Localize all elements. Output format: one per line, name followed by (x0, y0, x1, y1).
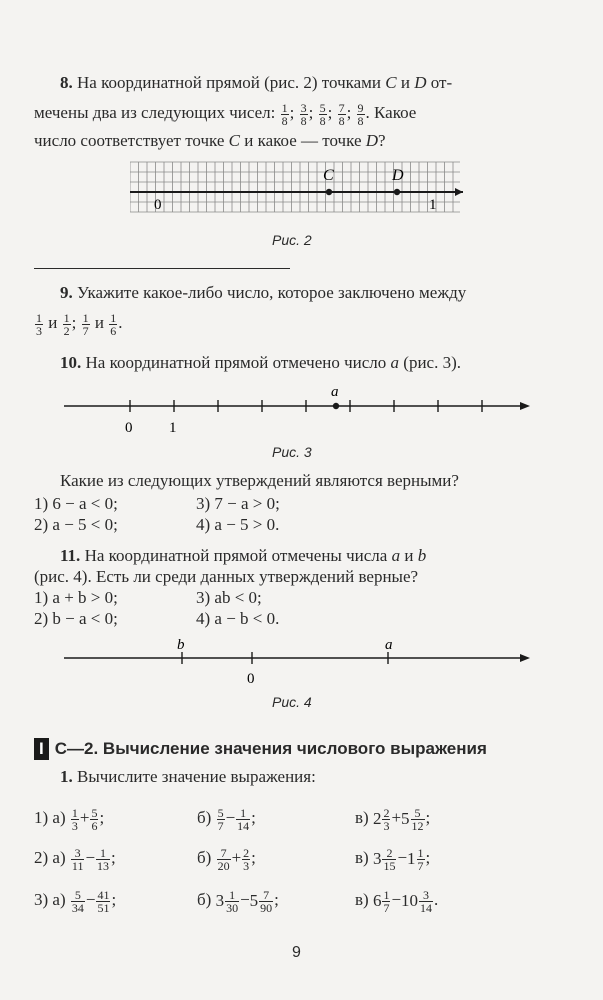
task1-row-2-c (355, 843, 430, 874)
col-c-label: в) (355, 890, 369, 909)
label-d: D (392, 167, 404, 184)
task11-text: На координатной прямой отмечены числа (84, 546, 388, 565)
frac-num: 1 (417, 845, 424, 860)
frac-num: 2 (383, 805, 390, 820)
op: − (240, 890, 250, 909)
frac-den: 8 (281, 113, 288, 128)
whole: 5 (401, 809, 410, 829)
fraction (411, 807, 425, 832)
frac-den: 34 (71, 900, 84, 915)
task1-row-3-c (355, 885, 438, 916)
end: ; (111, 848, 116, 867)
frac-den: 30 (226, 900, 239, 915)
frac-num: 1 (236, 807, 250, 820)
tick-0: 0 (125, 420, 133, 436)
task8-point-c: C (385, 73, 397, 92)
task8-text-3a: число соответствует точке (34, 131, 225, 150)
fraction (242, 847, 250, 872)
task1-line (60, 766, 316, 788)
frac-num: 1 (281, 100, 288, 115)
task9-fraction-1-2 (63, 312, 71, 337)
task9-fraction-1-3 (35, 312, 43, 337)
frac-num: 3 (300, 100, 307, 115)
task11-line1 (60, 545, 426, 567)
frac-den: 8 (300, 113, 307, 128)
frac-den: 7 (417, 858, 424, 873)
frac-den: 14 (420, 900, 433, 915)
col-b-label: б) (197, 890, 212, 909)
fraction (419, 889, 433, 914)
task8-text-2: мечены два из следующих чисел: (34, 103, 276, 122)
whole: 3 (215, 891, 225, 911)
end: ; (111, 890, 117, 909)
label-c: C (323, 167, 334, 184)
task10-line1 (60, 352, 461, 374)
label-a: a (385, 637, 393, 653)
row-label: 1) (34, 808, 49, 827)
end: . (118, 313, 123, 332)
frac-num: 3 (419, 889, 433, 902)
page-number: 9 (292, 944, 301, 961)
frac-den: 8 (319, 113, 326, 128)
op: − (397, 848, 408, 867)
frac-den: 15 (383, 858, 396, 873)
col-c-label: в) (355, 848, 369, 867)
sep: ; (327, 103, 333, 122)
task8-point-d-2: D (365, 131, 379, 150)
end: ; (274, 890, 279, 909)
axis-arrow (455, 188, 463, 196)
section-badge: I (34, 738, 49, 760)
task10-statement-1: 1) 6 − a < 0; (34, 494, 118, 513)
task8-fraction-5-8 (319, 102, 327, 127)
end: ; (251, 848, 256, 867)
frac-den: 11 (71, 858, 84, 873)
task8-fraction-9-8 (357, 102, 365, 127)
fraction (217, 807, 225, 832)
frac-num: 7 (259, 889, 273, 902)
task1-row-2 (34, 843, 116, 873)
task10-statement-2: 2) a − 5 < 0; (34, 515, 118, 534)
task11-statement-3: 3) ab < 0; (196, 588, 262, 607)
frac-den: 7 (383, 900, 390, 915)
label-b: b (177, 637, 185, 653)
axis-arrow (520, 402, 530, 410)
whole: 1 (407, 849, 416, 869)
task8-line2 (34, 98, 416, 128)
task9-number: 9. (60, 283, 73, 302)
fraction (382, 847, 396, 872)
frac-num: 7 (338, 100, 345, 115)
task1-row-1-c (355, 803, 430, 834)
point-c (326, 189, 332, 195)
col-a-label: а) (52, 890, 66, 909)
op: − (391, 890, 402, 909)
task10-var-a: a (390, 353, 400, 372)
task8-text-2-end: . Какое (365, 103, 417, 122)
frac-num: 2 (243, 845, 250, 860)
col-c-label: в) (355, 808, 369, 827)
frac-den: 2 (63, 323, 70, 338)
task10-statement-4: 4) a − 5 > 0. (196, 515, 280, 534)
section-heading (34, 738, 487, 760)
frac-den: 8 (357, 113, 364, 128)
task8-fraction-3-8 (300, 102, 308, 127)
frac-num: 1 (82, 310, 89, 325)
task10-text: На координатной прямой отмечено число (85, 353, 387, 372)
task11-number: 11. (60, 546, 81, 565)
tick-0: 0 (247, 671, 255, 687)
frac-den: 3 (71, 818, 78, 833)
task8-point-c-2: C (228, 131, 240, 150)
task8-number: 8. (60, 73, 73, 92)
task9-line1 (60, 282, 466, 304)
frac-num: 5 (319, 100, 326, 115)
op: + (231, 848, 242, 867)
frac-den: 6 (110, 323, 117, 338)
frac-num: 41 (97, 887, 110, 902)
fraction (71, 807, 79, 832)
figure-3-number-line (60, 382, 535, 436)
figure-4-caption: Рис. 4 (272, 694, 312, 710)
task9-fraction-1-6 (109, 312, 117, 337)
col-a-label: а) (52, 808, 66, 827)
and: и (94, 313, 104, 332)
whole: 10 (401, 891, 419, 911)
col-b-label: б) (197, 848, 212, 867)
divider (34, 268, 290, 269)
frac-den: 20 (217, 858, 230, 873)
frac-num: 1 (225, 889, 239, 902)
frac-num: 1 (36, 310, 42, 325)
frac-num: 5 (71, 889, 85, 902)
task11-statement-4: 4) a − b < 0. (196, 609, 280, 628)
figure-2-caption: Рис. 2 (272, 232, 312, 248)
point-d (394, 189, 400, 195)
task11-and: и (404, 546, 414, 565)
whole: 3 (372, 849, 382, 869)
op: − (225, 808, 236, 827)
task8-line3 (34, 130, 386, 152)
frac-num: 1 (71, 805, 78, 820)
and: и (48, 313, 58, 332)
task11-statement-1: 1) a + b > 0; (34, 588, 118, 607)
end: ; (425, 808, 431, 827)
frac-num: 1 (383, 887, 390, 902)
fraction (417, 847, 425, 872)
frac-num: 3 (71, 847, 85, 860)
fraction (217, 847, 231, 872)
end: ; (425, 848, 431, 867)
end: . (434, 890, 439, 909)
task8-text-3c: ? (378, 131, 386, 150)
task1-row-3-b (197, 885, 279, 916)
col-a-label: а) (52, 848, 66, 867)
whole: 5 (249, 891, 259, 911)
frac-den: 7 (82, 323, 89, 338)
frac-num: 5 (91, 805, 98, 820)
fraction (259, 889, 273, 914)
figure-2-number-line (130, 160, 465, 220)
op: − (85, 890, 96, 909)
task8-fraction-7-8 (338, 102, 346, 127)
frac-den: 3 (243, 858, 250, 873)
frac-den: 8 (338, 113, 345, 128)
frac-den: 90 (260, 900, 273, 915)
task10-statement-3: 3) 7 − a > 0; (196, 494, 280, 513)
frac-num: 5 (217, 805, 224, 820)
op: + (391, 808, 402, 827)
frac-den: 14 (237, 818, 250, 833)
task11-statement-2: 2) b − a < 0; (34, 609, 118, 628)
task1-row-2-b (197, 843, 256, 873)
frac-den: 3 (36, 323, 42, 338)
sep: ; (346, 103, 352, 122)
fraction (71, 847, 85, 872)
op: − (85, 848, 96, 867)
fraction (96, 847, 110, 872)
row-label: 2) (34, 848, 49, 867)
whole: 6 (372, 891, 382, 911)
tick-1: 1 (429, 197, 437, 213)
task1-row-1-b (197, 803, 256, 833)
fraction (236, 807, 250, 832)
frac-den: 7 (217, 818, 224, 833)
frac-den: 12 (411, 818, 424, 833)
section-title: С—2. Вычисление значения числового выражения (54, 739, 487, 758)
task10-number: 10. (60, 353, 82, 372)
task10-question: Какие из следующих утверждений являются верными? (60, 471, 459, 490)
label-a: a (331, 384, 339, 400)
sep: ; (308, 103, 314, 122)
point-a (333, 403, 339, 409)
tick-1: 1 (169, 420, 177, 436)
task8-and: и (400, 73, 410, 92)
figure-4-number-line (60, 636, 535, 688)
task11-var-b: b (417, 546, 427, 565)
task1-row-3 (34, 885, 116, 915)
task11-text-2: (рис. 4). Есть ли среди данных утверждений верные? (34, 567, 419, 586)
task8-fraction-1-8 (281, 102, 289, 127)
task1-row-1 (34, 803, 104, 833)
frac-den: 3 (383, 818, 390, 833)
fraction (96, 889, 110, 914)
whole: 2 (372, 809, 382, 829)
sep: ; (71, 313, 77, 332)
fraction (90, 807, 98, 832)
task9-line2 (34, 308, 122, 338)
task8-text-3b: и какое — точке (244, 131, 362, 150)
frac-den: 13 (97, 858, 110, 873)
frac-num: 2 (382, 847, 396, 860)
axis-arrow (520, 654, 530, 662)
end: ; (251, 808, 256, 827)
task9-fraction-1-7 (82, 312, 90, 337)
tick-0: 0 (154, 197, 162, 213)
task1-number: 1. (60, 767, 73, 786)
task1-text: Вычислите значение выражения: (77, 767, 316, 786)
task8-line1 (60, 72, 452, 94)
op: + (79, 808, 90, 827)
fraction (71, 889, 85, 914)
task8-text-1-end: от- (430, 73, 453, 92)
task8-point-d: D (414, 73, 427, 92)
task8-text-1: На координатной прямой (рис. 2) точками (77, 73, 382, 92)
fraction (382, 807, 390, 832)
fraction (382, 889, 390, 914)
end: ; (99, 808, 105, 827)
task11-var-a: a (391, 546, 401, 565)
frac-num: 5 (411, 807, 425, 820)
frac-num: 1 (96, 847, 110, 860)
task9-text: Укажите какое-либо число, которое заключено между (77, 283, 467, 302)
frac-num: 1 (63, 310, 70, 325)
frac-num: 7 (217, 847, 231, 860)
frac-num: 1 (110, 310, 117, 325)
sep: ; (289, 103, 295, 122)
frac-den: 51 (97, 900, 110, 915)
task10-text-end: (рис. 3). (403, 353, 462, 372)
frac-den: 6 (91, 818, 98, 833)
frac-num: 9 (357, 100, 364, 115)
fraction (225, 889, 239, 914)
figure-3-caption: Рис. 3 (272, 444, 312, 460)
col-b-label: б) (197, 808, 212, 827)
row-label: 3) (34, 890, 49, 909)
